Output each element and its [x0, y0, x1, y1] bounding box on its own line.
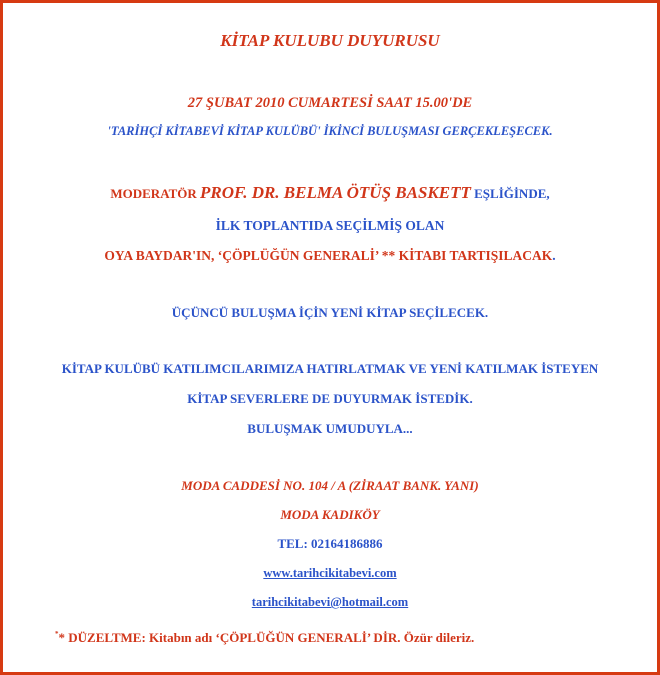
book-line	[3, 248, 657, 264]
first-meeting-line: İLK TOPLANTIDA SEÇİLMİŞ OLAN	[215, 218, 445, 233]
district-line: MODA KADIKÖY	[280, 507, 380, 522]
reminder-line-2: KİTAP SEVERLERE DE DUYURMAK İSTEDİK.	[187, 391, 473, 406]
email-link[interactable]: tarihcikitabevi@hotmail.com	[251, 595, 409, 609]
book-line-main: OYA BAYDAR'IN, ‘ÇÖPLÜĞÜN GENERALİ’ ** KİTABI TARTIŞILACAK	[104, 248, 553, 263]
reminder-line-1: KİTAP KULÜBÜ KATILIMCILARIMIZA HATIRLATMAK VE YENİ KATILMAK İSTEYEN	[61, 361, 599, 376]
closing-line: BULUŞMAK UMUDUYLA...	[247, 421, 413, 436]
meeting-line: 'TARİHÇİ KİTABEVİ KİTAP KULÜBÜ' İKİNCİ BULUŞMASI GERÇEKLEŞECEK.	[107, 124, 553, 138]
phone-line: TEL: 02164186886	[277, 536, 383, 551]
address-line: MODA CADDESİ NO. 104 / A (ZİRAAT BANK. YANI)	[181, 478, 479, 493]
correction-text: * DÜZELTME: Kitabın adı ‘ÇÖPLÜĞÜN GENERALİ’ DİR. Özür dileriz.	[58, 630, 475, 645]
moderator-prefix: MODERATÖR	[110, 186, 201, 201]
moderator-name: PROF. DR. BELMA ÖTÜŞ BASKETT	[200, 183, 471, 202]
moderator-suffix: EŞLİĞİNDE,	[470, 186, 550, 201]
correction-note	[55, 630, 474, 646]
website-link[interactable]: www.tarihcikitabevi.com	[263, 566, 397, 580]
date-line: 27 ŞUBAT 2010 CUMARTESİ SAAT 15.00'DE	[187, 95, 473, 111]
correction-marker: *	[55, 630, 59, 638]
third-meeting-line: ÜÇÜNCÜ BULUŞMA İÇİN YENİ KİTAP SEÇİLECEK.	[171, 305, 489, 320]
website-line	[3, 566, 657, 581]
announcement-title: KİTAP KULUBU DUYURUSU	[220, 31, 440, 50]
moderator-line	[3, 183, 657, 203]
book-line-end: .	[552, 248, 556, 263]
email-line	[3, 595, 657, 610]
